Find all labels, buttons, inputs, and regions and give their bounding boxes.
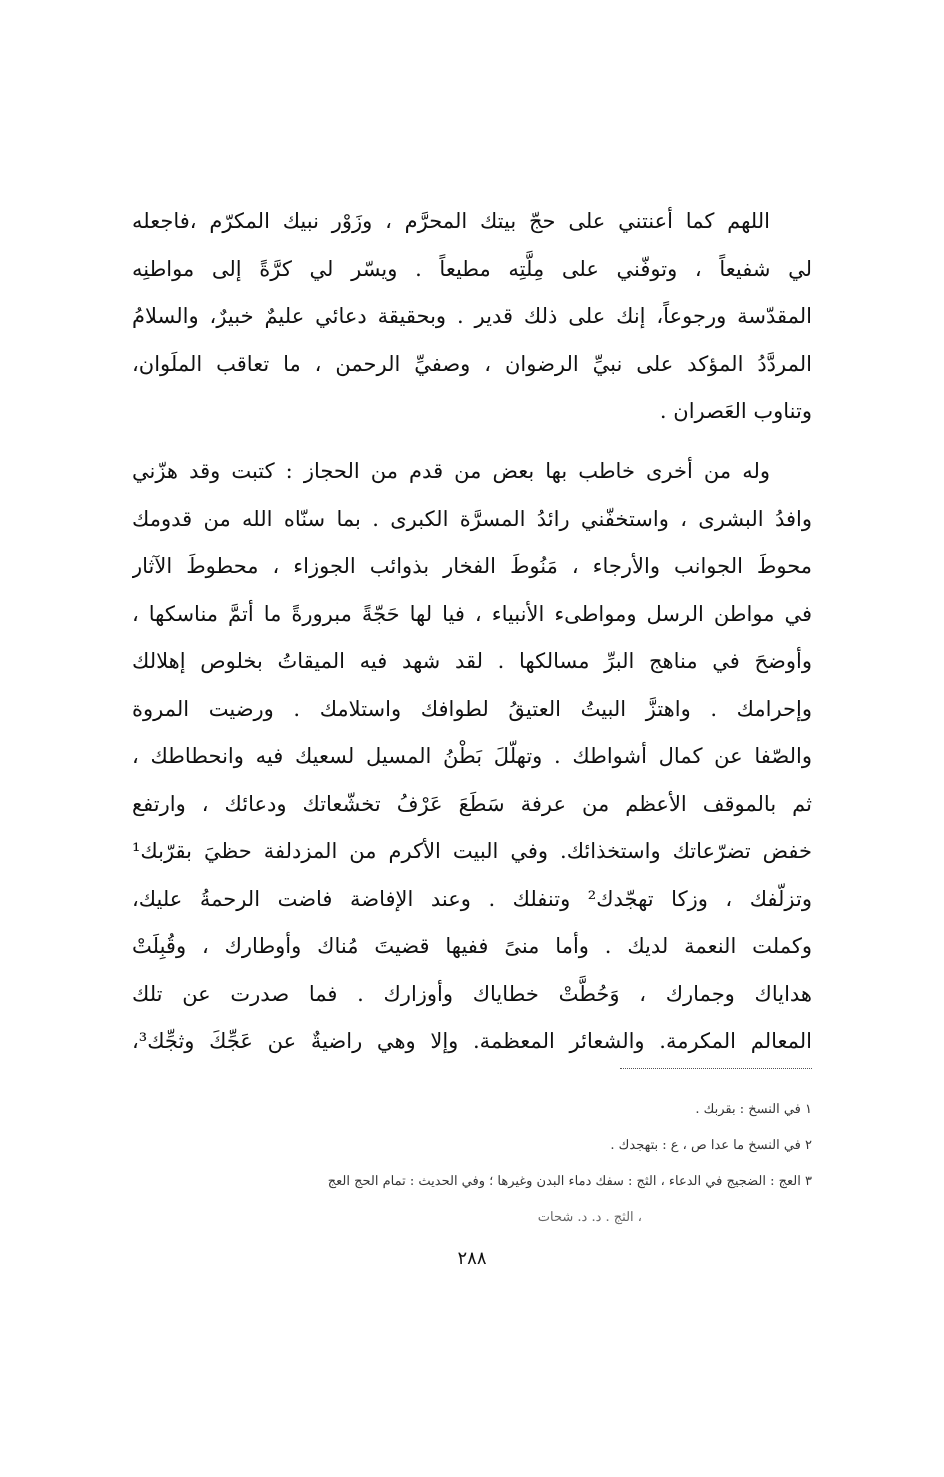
footnotes <box>132 1092 812 1236</box>
paragraph-prayer <box>132 198 812 436</box>
text-line: وإحرامك . واهتزَّ البيتُ العتيقُ لطوافك واستلامك . ورضيت المروة <box>132 696 812 721</box>
footnote-3: ٣ العج : الضجيج في الدعاء ، الثج : سفك دماء البدن وغيرها ؛ وفي الحديث : تمام الحج العج <box>327 1174 812 1189</box>
text-line: وتزلّفك ، وزكا تهجّدك² وتنفلك . وعند الإفاضة فاضت الرحمةُ عليك، <box>132 886 812 911</box>
text-line: وافدُ البشرى ، واستخفّني رائدُ المسرَّة الكبرى . بما سنّاه الله من قدومك <box>132 506 812 531</box>
text-line: اللهم كما أعنتني على حجّ بيتك المحرَّم ، وزَوْر نبيك المكرّم ،فاجعله <box>132 209 770 233</box>
footnote-2: ٢ في النسخ ما عدا ص ، ع : بتهجدك . <box>610 1138 812 1153</box>
text-line: المقدّسة ورجوعاً، إنك على ذلك قدير . وبحقيقة دعائي عليمٌ خبيرٌ، والسلامُ <box>132 304 812 328</box>
footnote-3-continuation: ، الثج . د. د. شحات <box>537 1210 642 1225</box>
text-line: ثم بالموقف الأعظم من عرفة سَطَعَ عَرْفُ تخشّعاتك ودعائك ، وارتفع <box>132 791 812 816</box>
text-line: المعالم المكرمة. والشعائر المعظمة. وإلا وهي راضيةٌ عن عَجِّكَ وثجِّك³، <box>132 1029 812 1053</box>
text-line: لي شفيعاً ، وتوفّني على مِلَّتِه مطيعاً . ويسّر لي كرَّةً إلى مواطنِه <box>132 256 812 281</box>
text-line: هداياك وجمارك ، وَحُطَّتْ خطاياك وأوزارك . فما صدرت عن تلك <box>132 981 812 1006</box>
text-line: وكملت النعمة لديك . وأما منىً ففيها قضيتَ مُناك وأوطارك ، وقُبِلَتْ <box>132 934 812 958</box>
paragraph-letter <box>132 448 812 1066</box>
footnote-1: ١ في النسخ : بقربك . <box>695 1102 812 1117</box>
text-line: محوطَ الجوانب والأرجاء ، مَنُوطَ الفخار بذوائب الجوزاء ، محطوطَ الآثار <box>132 554 812 578</box>
text-line: خفض تضرّعاتك واستخذائك. وفي البيت الأكرم من المزدلفة حظيَ بقرّبك¹ <box>132 839 812 863</box>
footnote-divider <box>620 1068 812 1069</box>
text-line: وتناوب العَصران . <box>659 399 812 423</box>
page-number: ٢٨٨ <box>457 1248 487 1269</box>
text-line: وله من أخرى خاطب بها بعض من قدم من الحجاز : كتبت وقد هزّني <box>132 459 770 483</box>
text-line: وأوضحَ في مناهج البرِّ مسالكها . لقد شهد فيه الميقاتُ بخلوص إهلالك <box>132 649 812 673</box>
text-line: المردَّدُ المؤكد على نبيِّ الرضوان ، وصفيِّ الرحمن ، ما تعاقب الملَوان، <box>132 351 812 376</box>
text-line: في مواطن الرسل ومواطىء الأنبياء ، فيا لها حَجّةً مبرورةً ما أتمَّ مناسكها ، <box>132 601 812 626</box>
text-line: والصّفا عن كمال أشواطك . وتهلّلَ بَطْنُ المسيل لسعيك فيه وانحطاطك ، <box>132 744 812 768</box>
